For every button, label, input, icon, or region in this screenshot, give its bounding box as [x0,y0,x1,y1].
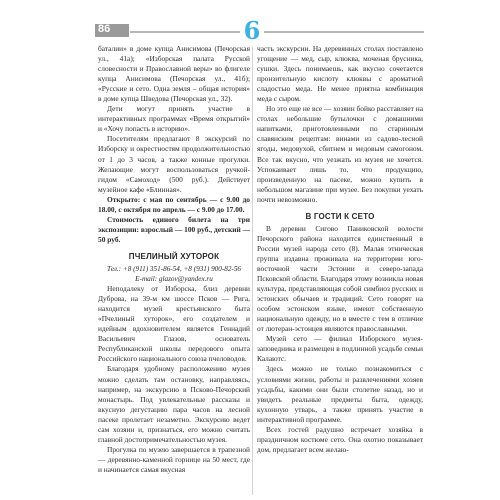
paragraph: Прогулка по музею завершается в трапезной — деревянно-каменной горнице на 50 мест, где и начинается самая вкусная [98,444,250,474]
column-divider [252,47,253,495]
chapter-badge [240,18,264,44]
chapter-number: 6 [243,16,261,45]
contact-phone: Тел.: +8 (911) 351-86-54, +8 (931) 900-82-56 [106,264,242,273]
section-heading-seto: В ГОСТИ К СЕТО [305,211,375,221]
contact-email: E-mail: glazov@yandex.ru [135,275,213,284]
page-number: 86 [98,23,111,35]
paragraph: В деревни Сигово Паниковской волости Печорского района находится единственный в России музей народа сето (8). Малая этническая группа издавна проживала на территории юго-восточной части Эстонии и северо-запада Псковской области. Благодаря этому возникла новая культура, представляющая собой симбиоз русских и эстонских обычаев и традиций. Сето говорят на особом эстонском языке, имеют собственную национальную одежду, но в вместе с тем в отличие от лютеран-эстонцев являются православными. [257,223,423,334]
paragraph: Здесь можно не только познакомиться с условиями жизни, работы и развлечениями хозяев усадьбы, какими они были столетие назад, но и увидеть реальные предметы быта, одежду, кухонную утварь, а также принять участие в интерактивной программе. [257,364,423,424]
paragraph: Всех гостей радушно встречает хозяйка в праздничном костюме сето. Она охотно показывает дом, предлагает всем желаю- [257,424,423,454]
paragraph: Благодаря удобному расположению музея можно сделать там остановку, направляясь, например, на экскурсию в Псково-Печорский монастырь. Под увлекательные рассказы и вкусную дегустацию пара часов на лесной пасеке пролетает незаметно. Экскурсию ведет сам хозяин и, признаться, его можно считать главной достопримечательностью музея. [98,364,250,444]
left-column [98,44,250,475]
ticket-prices: Стоимость единого билета на три экспозиции: взрослый — 100 руб., детский — 50 руб. [98,214,250,244]
paragraph: Дети могут принять участие в интерактивных программах «Время открытий» и «Хочу попасть в историю». [98,104,250,134]
paragraph: часть экскурсии. На деревянных столах поставлено угощение — мед, сыр, клюква, моченая брусника, сушки. Здесь понимаешь, как вкусно сочетается пронзительную кислоту клюквы с ароматной сладостью меда. Не менее приятна комбинация меда с сыром. [257,44,423,104]
paragraph: баталии» в доме купца Анисимова (Печорская ул., 41а); «Изборская палата Русской словесности и Православной веры» во флигеле купца Анисимова (Печорская ул., 41б); «Русские и сето. Одна земля – общая история» в доме купца Шведова (Печорская ул., 32). [98,44,250,104]
right-column [257,44,423,455]
header-rule [130,31,424,33]
opening-hours: Открыто: с мая по сентябрь — с 9.00 до 18.00, с октября по апрель — с 9.00 до 17.00. [98,194,250,214]
paragraph: Музей сето — филиал Изборского музея-заповедника и размещен в подлинной усадьбе семьи Калаютс. [257,334,423,364]
section-heading-bee-farm: ПЧЕЛИНЫЙ ХУТОРОК [128,251,220,261]
paragraph: Но это еще не все — хозяин бойко расставляет на столах небольшие бутылочки с домашними напитками, приготовленными по старинным славянским рецептам: винами из садово-лесной ягоды, медовухой, сбитнем и медовым самогоном. Все так вкусно, что уезжать из музея не хочется. Успокаивает лишь то, что продукцию, произведенную на пасеке, можно купить в небольшом магазине при музее. Без покупки уехать почти невозможно. [257,104,423,204]
paragraph: Неподалеку от Изборска, близ деревни Дуброва, на 39-м км шоссе Псков — Рига, находится музей крестьянского быта «Пчелиный хуторок», его создателем и идейным вдохновителем является Геннадий Васильевич Глазов, основатель Республиканской школы передового опыта Российского национального союза пчеловодов. [98,284,250,364]
paragraph: Посетителям предлагают 8 экскурсий по Изборску и окрестностям продолжительностью от 1 до 3 часов, а также конные прогулки. Желающие могут воспользоваться ручкой-гидом «Самоход» (500 руб.). Действует музейное кафе «Блинная». [98,134,250,194]
